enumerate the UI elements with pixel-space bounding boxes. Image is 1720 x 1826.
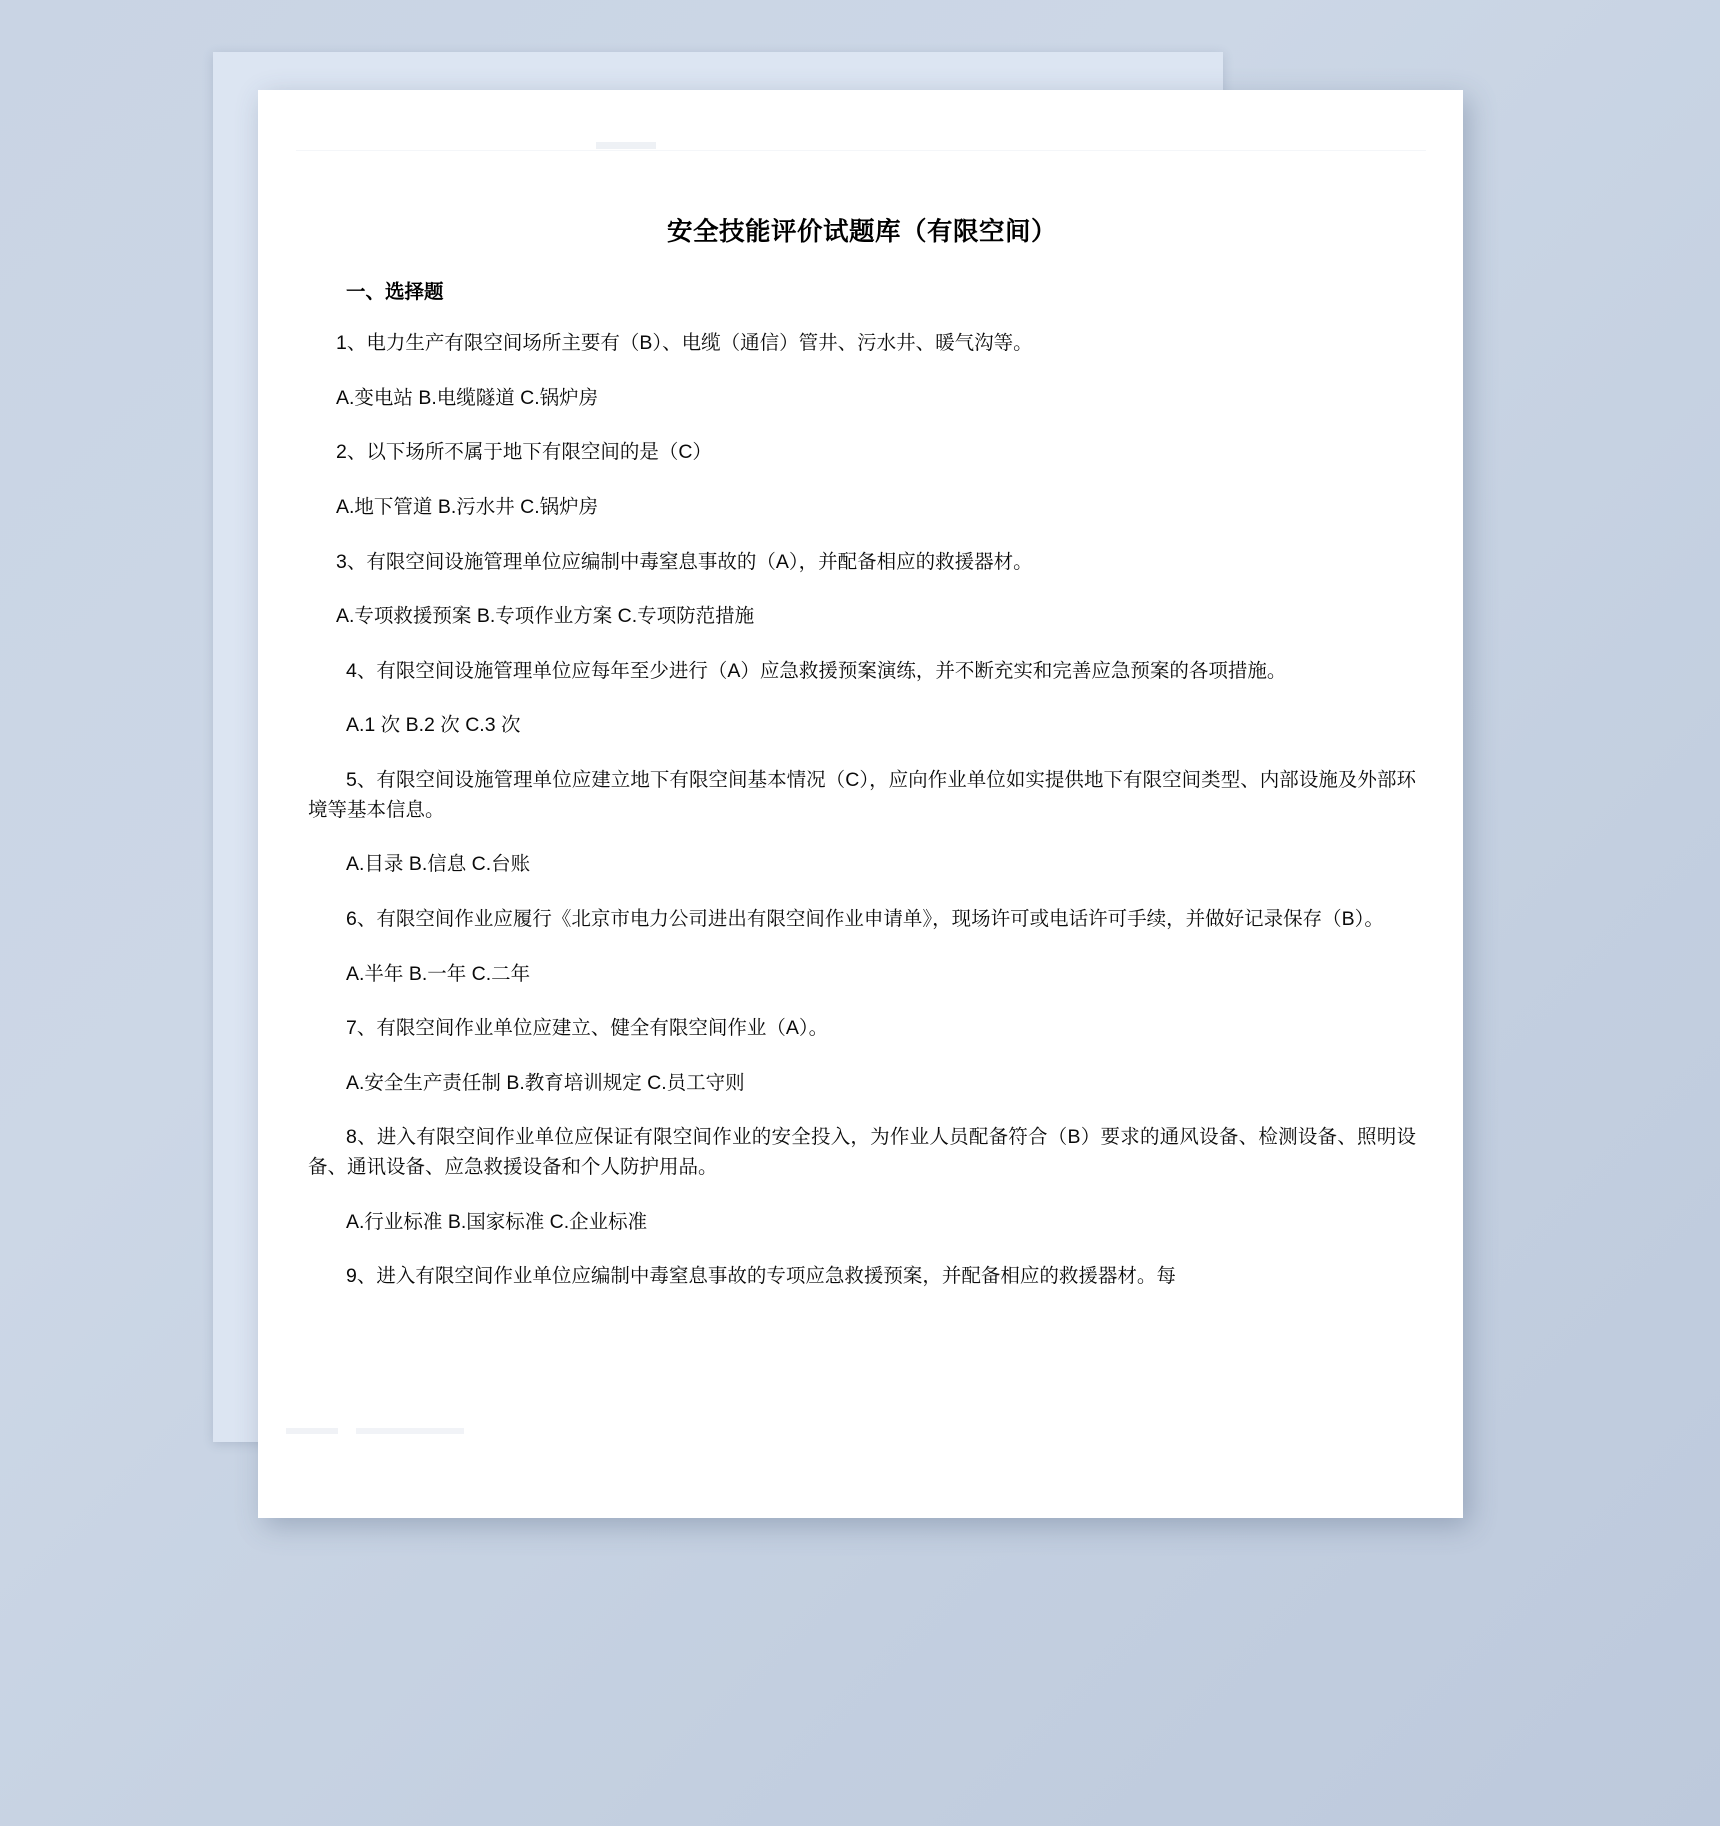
footer-watermark-right (356, 1428, 464, 1434)
question-text: 9、进入有限空间作业单位应编制中毒窒息事故的专项应急救援预案，并配备相应的救援器材。每 (346, 1265, 1176, 1288)
page-title: 安全技能评价试题库（有限空间） (666, 218, 1057, 246)
answer-options: A.专项救援预案 B.专项作业方案 C.专项防范措施 (336, 605, 755, 628)
question-text: 6、有限空间作业应履行《北京市电力公司进出有限空间作业申请单》，现场许可或电话许可手续，并做好记录保存（B）。 (346, 907, 1384, 930)
question-text: 1、电力生产有限空间场所主要有（B）、电缆（通信）管井、污水井、暖气沟等。 (336, 332, 1033, 354)
question-text: 4、有限空间设施管理单位应每年至少进行（A）应急救援预案演练，并不断充实和完善应急预案的各项措施。 (346, 659, 1287, 682)
answer-options: A.1 次 B.2 次 C.3 次 (346, 714, 521, 737)
answer-options: A.地下管道 B.污水井 C.锅炉房 (336, 495, 599, 518)
answer-options: A.行业标准 B.国家标准 C.企业标准 (346, 1210, 648, 1233)
question-text: 2、以下场所不属于地下有限空间的是（C） (336, 441, 712, 464)
question-text: 8、进入有限空间作业单位应保证有限空间作业的安全投入，为作业人员配备符合（B）要求的通风设备、检测设备、照明设备、通讯设备、应急救援设备和个人防护用品。 (308, 1126, 1416, 1178)
page-content-area (258, 90, 1463, 1518)
answer-options: A.半年 B.一年 C.二年 (346, 962, 531, 985)
header-rule (296, 150, 1426, 151)
document-text-body (308, 212, 1416, 1292)
answer-options: A.安全生产责任制 B.教育培训规定 C.员工守则 (346, 1071, 745, 1094)
answer-options: A.变电站 B.电缆隧道 C.锅炉房 (336, 386, 599, 409)
document-page (258, 90, 1463, 1518)
section-heading: 一、选择题 (346, 281, 444, 303)
answer-options: A.目录 B.信息 C.台账 (346, 853, 531, 876)
footer-watermark-left (286, 1428, 338, 1434)
question-text: 3、有限空间设施管理单位应编制中毒窒息事故的（A），并配备相应的救援器材。 (336, 550, 1033, 573)
question-text: 5、有限空间设施管理单位应建立地下有限空间基本情况（C），应向作业单位如实提供地下有限空间类型、内部设施及外部环境等基本信息。 (308, 769, 1416, 821)
header-watermark (596, 142, 656, 149)
question-list (308, 329, 1416, 1292)
question-text: 7、有限空间作业单位应建立、健全有限空间作业（A）。 (346, 1017, 829, 1040)
